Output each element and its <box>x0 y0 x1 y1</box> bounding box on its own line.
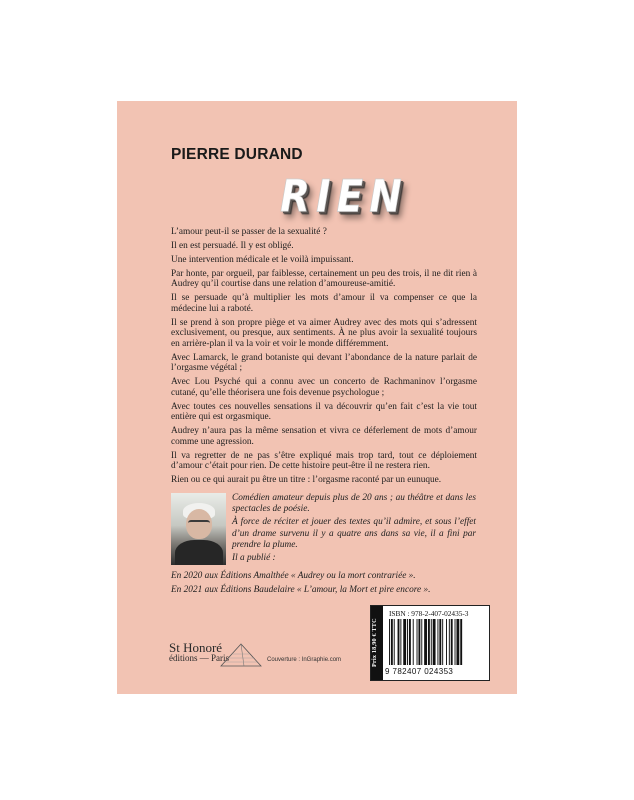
author-name: PIERRE DURAND <box>171 146 303 163</box>
cover-credit: Couverture : InGraphie.com <box>267 657 342 663</box>
bio-paragraph: Comédien amateur depuis plus de 20 ans ; au théâtre et dans les spectacles de poésie. <box>232 493 476 515</box>
publications-list <box>171 570 471 597</box>
blurb-paragraph: Avec Lamarck, le grand botaniste qui devant l’abondance de la nature parlait de l’orgasme végétal ; <box>171 352 477 374</box>
publication-item: En 2021 aux Éditions Baudelaire « L’amour, la Mort et pire encore ». <box>171 584 431 595</box>
blurb-paragraph: Une intervention médicale et le voilà impuissant. <box>171 254 354 265</box>
blurb-paragraph: Audrey n’aura pas la même sensation et vivra ce déferlement de mots d’amour comme une agression. <box>171 426 477 447</box>
author-bio <box>232 493 476 566</box>
publication-item: En 2020 aux Éditions Amalthée « Audrey ou la mort contrariée ». <box>171 571 416 581</box>
bio-paragraph: Il a publié : <box>232 553 276 564</box>
pyramid-icon <box>220 642 262 668</box>
isbn-barcode-box <box>370 605 490 681</box>
author-photo <box>171 493 226 565</box>
barcode-number: 9 782407 024353 <box>385 667 454 676</box>
bio-paragraph: À force de réciter et jouer des textes qu’il admire, et sous l’effet d’un drame survenu il y a quatre ans dans sa vie, il a fini par prendre la plume. <box>232 517 476 551</box>
blurb-paragraph: Rien ou ce qui aurait pu être un titre : l’orgasme raconté par un eunuque. <box>171 475 442 486</box>
blurb-text <box>171 227 477 489</box>
blurb-paragraph: Avec Lou Psyché qui a connu avec un concerto de Rachmaninov l’orgasme cutané, qu’elle théorisera une fois devenue psychologue ; <box>171 377 477 398</box>
book-back-cover <box>117 101 517 694</box>
blurb-paragraph: Avec toutes ces nouvelles sensations il va découvrir qu’en fait c’est la vie tout entière qui est orgasmique. <box>171 401 477 423</box>
blurb-paragraph: Il en est persuadé. Il y est obligé. <box>171 240 294 251</box>
book-title: RIEN <box>280 171 408 223</box>
blurb-paragraph: Par honte, par orgueil, par faiblesse, certainement un peu des trois, il ne dit rien à Audrey qu’il courtise dans une relation d’amoureuse-amitié. <box>171 268 477 290</box>
isbn-label: ISBN : 978-2-407-02435-3 <box>389 609 469 618</box>
publisher-name: St Honoré <box>169 640 223 655</box>
blurb-paragraph: Il se persuade qu’à multiplier les mots d’amour il va compenser ce que la médecine lui a raboté. <box>171 293 477 314</box>
blurb-paragraph: Il va regretter de ne pas s’être expliqué mais trop tard, tout ce déploiement d’amour c’était pour rien. De cette histoire peut-être il ne restera rien. <box>171 450 477 472</box>
blurb-paragraph: L’amour peut-il se passer de la sexualité ? <box>171 227 327 237</box>
price-label: Prix 18,90 € TTC <box>371 606 383 680</box>
barcode-icon <box>387 619 487 667</box>
publisher-city: éditions — Paris <box>169 653 229 663</box>
blurb-paragraph: Il se prend à son propre piège et va aimer Audrey avec des mots qui s’adressent exclusivement, ou presque, aux sentiments. À ne plus avoir la sexualité toujours en arrière-plan il va la voir et voir le monde différemment. <box>171 317 477 349</box>
